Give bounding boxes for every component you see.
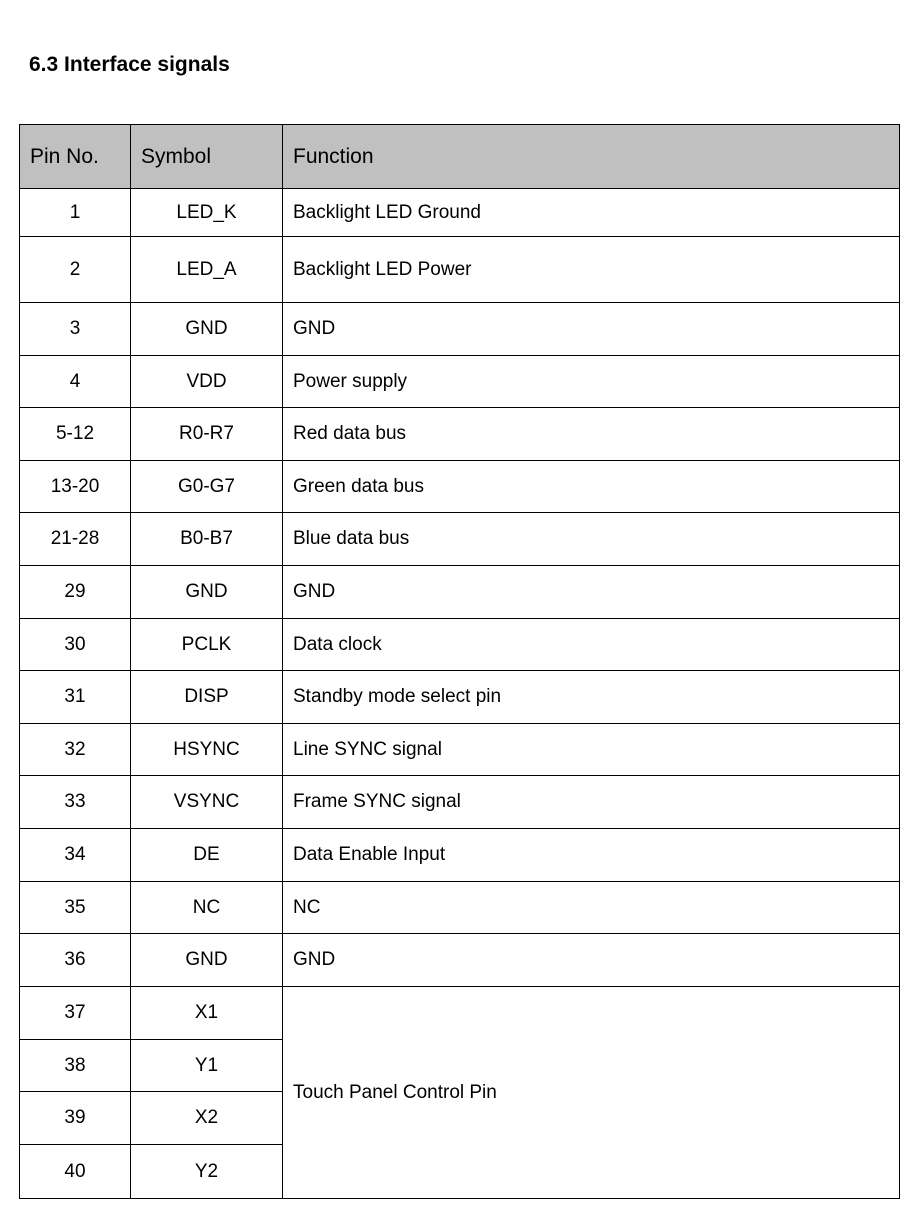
table-row xyxy=(20,189,900,237)
symbol-cell: B0-B7 xyxy=(131,513,283,566)
pin-cell: 37 xyxy=(20,987,131,1040)
symbol-cell: G0-G7 xyxy=(131,461,283,513)
function-cell: Standby mode select pin xyxy=(283,671,900,724)
pin-cell: 39 xyxy=(20,1092,131,1145)
symbol-cell: X2 xyxy=(131,1092,283,1145)
table-row xyxy=(20,671,900,724)
function-cell-merged: Touch Panel Control Pin xyxy=(283,987,900,1199)
function-cell: Line SYNC signal xyxy=(283,724,900,776)
table-row xyxy=(20,237,900,303)
pin-cell: 5-12 xyxy=(20,408,131,461)
pin-cell: 36 xyxy=(20,934,131,987)
pin-cell: 30 xyxy=(20,619,131,671)
function-cell: Blue data bus xyxy=(283,513,900,566)
symbol-cell: GND xyxy=(131,934,283,987)
function-cell: Green data bus xyxy=(283,461,900,513)
function-cell: Backlight LED Power xyxy=(283,237,900,303)
symbol-cell: GND xyxy=(131,566,283,619)
table-row xyxy=(20,461,900,513)
symbol-cell: HSYNC xyxy=(131,724,283,776)
function-cell: NC xyxy=(283,882,900,934)
pin-cell: 1 xyxy=(20,189,131,237)
function-cell: Red data bus xyxy=(283,408,900,461)
pin-cell: 35 xyxy=(20,882,131,934)
function-cell: Backlight LED Ground xyxy=(283,189,900,237)
pin-cell: 3 xyxy=(20,303,131,356)
pin-cell: 4 xyxy=(20,356,131,408)
pin-cell: 38 xyxy=(20,1040,131,1092)
table-row xyxy=(20,408,900,461)
symbol-cell: GND xyxy=(131,303,283,356)
table-row xyxy=(20,513,900,566)
section-title: 6.3 Interface signals xyxy=(29,53,230,76)
function-cell: Frame SYNC signal xyxy=(283,776,900,829)
pin-cell: 34 xyxy=(20,829,131,882)
pin-cell: 32 xyxy=(20,724,131,776)
pin-cell: 21-28 xyxy=(20,513,131,566)
function-cell: GND xyxy=(283,566,900,619)
table-row xyxy=(20,303,900,356)
symbol-cell: DISP xyxy=(131,671,283,724)
symbol-cell: LED_A xyxy=(131,237,283,303)
table-row xyxy=(20,566,900,619)
header-pin-no: Pin No. xyxy=(20,125,131,189)
pin-cell: 40 xyxy=(20,1145,131,1199)
symbol-cell: NC xyxy=(131,882,283,934)
pin-cell: 2 xyxy=(20,237,131,303)
table-row xyxy=(20,724,900,776)
table-header-row xyxy=(20,125,900,189)
function-cell: GND xyxy=(283,303,900,356)
pin-cell: 29 xyxy=(20,566,131,619)
symbol-cell: X1 xyxy=(131,987,283,1040)
function-cell: Data Enable Input xyxy=(283,829,900,882)
interface-signals-table xyxy=(19,124,900,1199)
symbol-cell: R0-R7 xyxy=(131,408,283,461)
header-symbol: Symbol xyxy=(131,125,283,189)
symbol-cell: PCLK xyxy=(131,619,283,671)
table-row xyxy=(20,356,900,408)
pin-cell: 31 xyxy=(20,671,131,724)
symbol-cell: Y2 xyxy=(131,1145,283,1199)
function-cell: Data clock xyxy=(283,619,900,671)
table-row xyxy=(20,882,900,934)
function-cell: GND xyxy=(283,934,900,987)
header-function: Function xyxy=(283,125,900,189)
function-cell: Power supply xyxy=(283,356,900,408)
symbol-cell: VSYNC xyxy=(131,776,283,829)
table-row xyxy=(20,776,900,829)
table-row xyxy=(20,619,900,671)
table-row xyxy=(20,829,900,882)
symbol-cell: VDD xyxy=(131,356,283,408)
pin-cell: 33 xyxy=(20,776,131,829)
symbol-cell: Y1 xyxy=(131,1040,283,1092)
symbol-cell: DE xyxy=(131,829,283,882)
symbol-cell: LED_K xyxy=(131,189,283,237)
table-row xyxy=(20,987,900,1040)
table-row xyxy=(20,934,900,987)
pin-cell: 13-20 xyxy=(20,461,131,513)
